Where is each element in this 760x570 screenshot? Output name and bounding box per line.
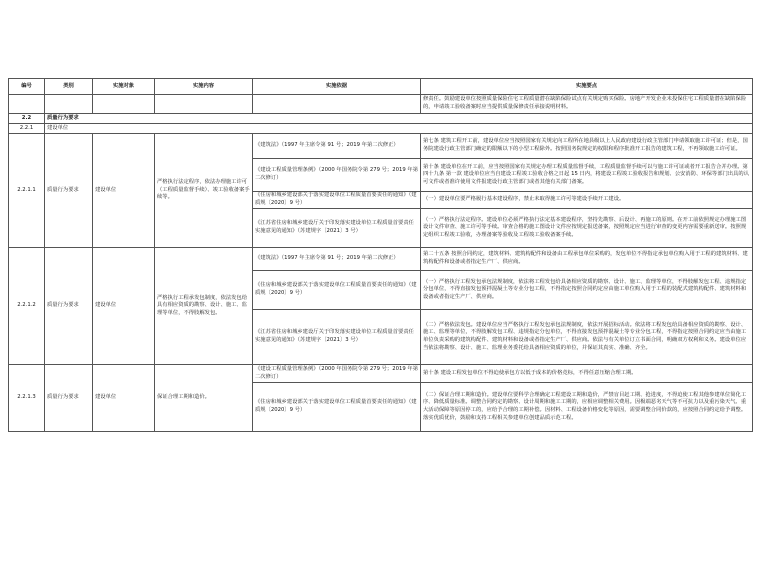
item-basis: 《建筑法》（1997 年主席令第 91 号；2019 年第二次修正） xyxy=(253,134,421,159)
item-object: 建设单位 xyxy=(93,134,155,248)
item-object: 建设单位 xyxy=(93,365,155,432)
item-basis: 《住房和城乡建设部关于落实建设单位工程质量首要责任的通知》（建质规〔2020〕9 号） xyxy=(253,383,421,432)
section-title: 质量行为要求 xyxy=(45,114,753,124)
item-points: （二）保证合理工期和造价。建设单位要科学合理确定工程建设工期和造价，严禁盲目赶工期、抢进度，不得迫使工程其他参建单位简化工序、降低质量标准。调整合同约定的勘察、设计周期和施工工期的，应相应调整相关费用。因极端恶劣天气等不可抗力以及重污染天气、重大活动保障等原因停工的，应给予合理的工期补偿。因材料、工程设备价格变化等原因，需要调整合同价款的，应按照合同约定给予调整。落实优质优价，鼓励和支持工程相关参建单位创建品质示范工程。 xyxy=(421,383,753,432)
item-points: 第七条 建筑工程开工前，建设单位应当按照国家有关规定向工程所在地县级以上人民政府建设行政主管部门申请领取施工许可证；但是，国务院建设行政主管部门确定的限额以下的小型工程除外。按照国务院规定的权限和程序批准开工报告的建筑工程，不再领取施工许可证。 xyxy=(421,134,753,159)
table-row xyxy=(9,134,753,159)
item-content: 严格执行法定程序，依法办理施工许可（工程质量监督手续）、竣工验收备案手续等。 xyxy=(155,134,253,248)
item-object: 建设单位 xyxy=(93,248,155,365)
item-basis: 《住房和城乡建设部关于落实建设单位工程质量首要责任的通知》（建质规〔2020〕9 号） xyxy=(253,192,421,209)
item-category: 质量行为要求 xyxy=(45,248,93,365)
continuation-text: 修责任。鼓励建设单位按照质量保险住宅工程质量潜在缺陷保险试点有关规定购买保险。房地产开发企业未投保住宅工程质量潜在缺陷保险的，申请竣工验收备案时应当提供质量保修责任承接说明材料。 xyxy=(421,95,753,114)
header-basis: 实施依据 xyxy=(253,79,421,95)
table-row xyxy=(9,365,753,383)
item-basis: 《建设工程质量管理条例》（2000 年国务院令第 279 号；2019 年第二次修订） xyxy=(253,365,421,383)
subsection-row xyxy=(9,124,753,134)
header-number: 编号 xyxy=(9,79,45,95)
subsection-number: 2.2.1 xyxy=(9,124,45,134)
item-points: （一）严格执行工程发包承包法规制度，依法将工程发包给具备相应资质的勘察、设计、施工、监理等单位，不得肢解发包工程、违规指定分包单位，不得直接发包预拌混凝土等专业分包工程，不得指定按照合同约定应由施工单位购入用于工程的装配式建筑构配件、建筑材料和设备或者指定生产厂、供应商。 xyxy=(421,271,753,310)
header-content: 实施内容 xyxy=(155,79,253,95)
header-row xyxy=(9,79,753,95)
item-points: （一）严格执行法定程序。建设单位必须严格执行法定基本建设程序，坚持先勘察、后设计、再施工的原则。在开工前依照规定办理施工图设计文件审查、施工许可等手续。审查合格的施工图设计文件应按规定报送备案，按照规定应当进行审查的变更内容需要重新送审。按照规定组织工程竣工验收，办理备案等验收及工程竣工验收备案手续。 xyxy=(421,209,753,248)
item-number: 2.2.1.2 xyxy=(9,248,45,365)
section-row xyxy=(9,114,753,124)
item-points: 第十条 建设工程发包单位不得迫使承包方以低于成本的价格竞标，不得任意压缩合理工期。 xyxy=(421,365,753,383)
item-content: 保证合理工期和造价。 xyxy=(155,365,253,432)
item-category: 质量行为要求 xyxy=(45,134,93,248)
continuation-row xyxy=(9,95,753,114)
item-basis: 《江苏省住房和城乡建设厅关于印发落实建设单位工程质量首要责任实施意见的通知》（苏建规字〔2021〕3 号） xyxy=(253,310,421,365)
item-points: 第十条 建设单位在开工前，应当按照国家有关规定办理工程质量监督手续，工程质量监督手续可以与施工许可证或者开工报告合并办理。第四十九条 第一款 建设单位应当自建设工程竣工验收合格之日起 15 日内，将建设工程竣工验收报告和规划、公安消防、环保等部门出具的认可文件或者准许使用文件报建设行政主管部门或者其他有关部门备案。 xyxy=(421,159,753,192)
item-basis: 《住房和城乡建设部关于落实建设单位工程质量首要责任的通知》（建质规〔2020〕9 号） xyxy=(253,271,421,310)
header-points: 实施要点 xyxy=(421,79,753,95)
item-basis: 《江苏省住房和城乡建设厅关于印发落实建设单位工程质量首要责任实施意见的通知》（苏建规字〔2021〕3 号） xyxy=(253,209,421,248)
item-category: 质量行为要求 xyxy=(45,365,93,432)
item-points: 第二十五条 按照合同约定，建筑材料、建筑构配件和设备由工程承包单位采购的，发包单位不得指定承包单位购入用于工程的建筑材料、建筑构配件和设备或者指定生产厂、供应商。 xyxy=(421,248,753,271)
header-object: 实施对象 xyxy=(93,79,155,95)
regulation-table xyxy=(8,78,753,432)
item-number: 2.2.1.1 xyxy=(9,134,45,248)
item-basis: 《建筑法》（1997 年主席令第 91 号；2019 年第二次修正） xyxy=(253,248,421,271)
header-category: 类别 xyxy=(45,79,93,95)
item-points: （一）建设单位要严格履行基本建设程序，禁止未取得施工许可等建设手续开工建设。 xyxy=(421,192,753,209)
item-content: 严格执行工程承发包制度，依法发包给具有相应资质的勘察、设计、施工、监理等单位，不得肢解发包。 xyxy=(155,248,253,365)
item-number: 2.2.1.3 xyxy=(9,365,45,432)
table-row xyxy=(9,248,753,271)
item-basis: 《建设工程质量管理条例》（2000 年国务院令第 279 号；2019 年第二次修订） xyxy=(253,159,421,192)
subsection-title: 建设单位 xyxy=(45,124,753,134)
section-number: 2.2 xyxy=(9,114,45,124)
item-points: （二）严格依法发包。建设单位应当严格执行工程发包承包法规制度，依法开展招标活动。依法将工程发包给具备相应资质的勘察、设计、施工、监理等单位，不得肢解发包工程、违规指定分包单位，不得直接发包预拌混凝土等专业分包工程，不得指定按照合同约定应当由施工单位负责采购的建筑构配件、建筑材料和设备或者指定生产厂、供应商。依法与有关单位订立书面合同，明确双方权利和义务。建设单位应当依法将勘察、设计、施工、监理业务委托给具备相应资质的单位，并保证其真实、准确、齐全。 xyxy=(421,310,753,365)
regulation-table-sheet xyxy=(8,78,752,432)
